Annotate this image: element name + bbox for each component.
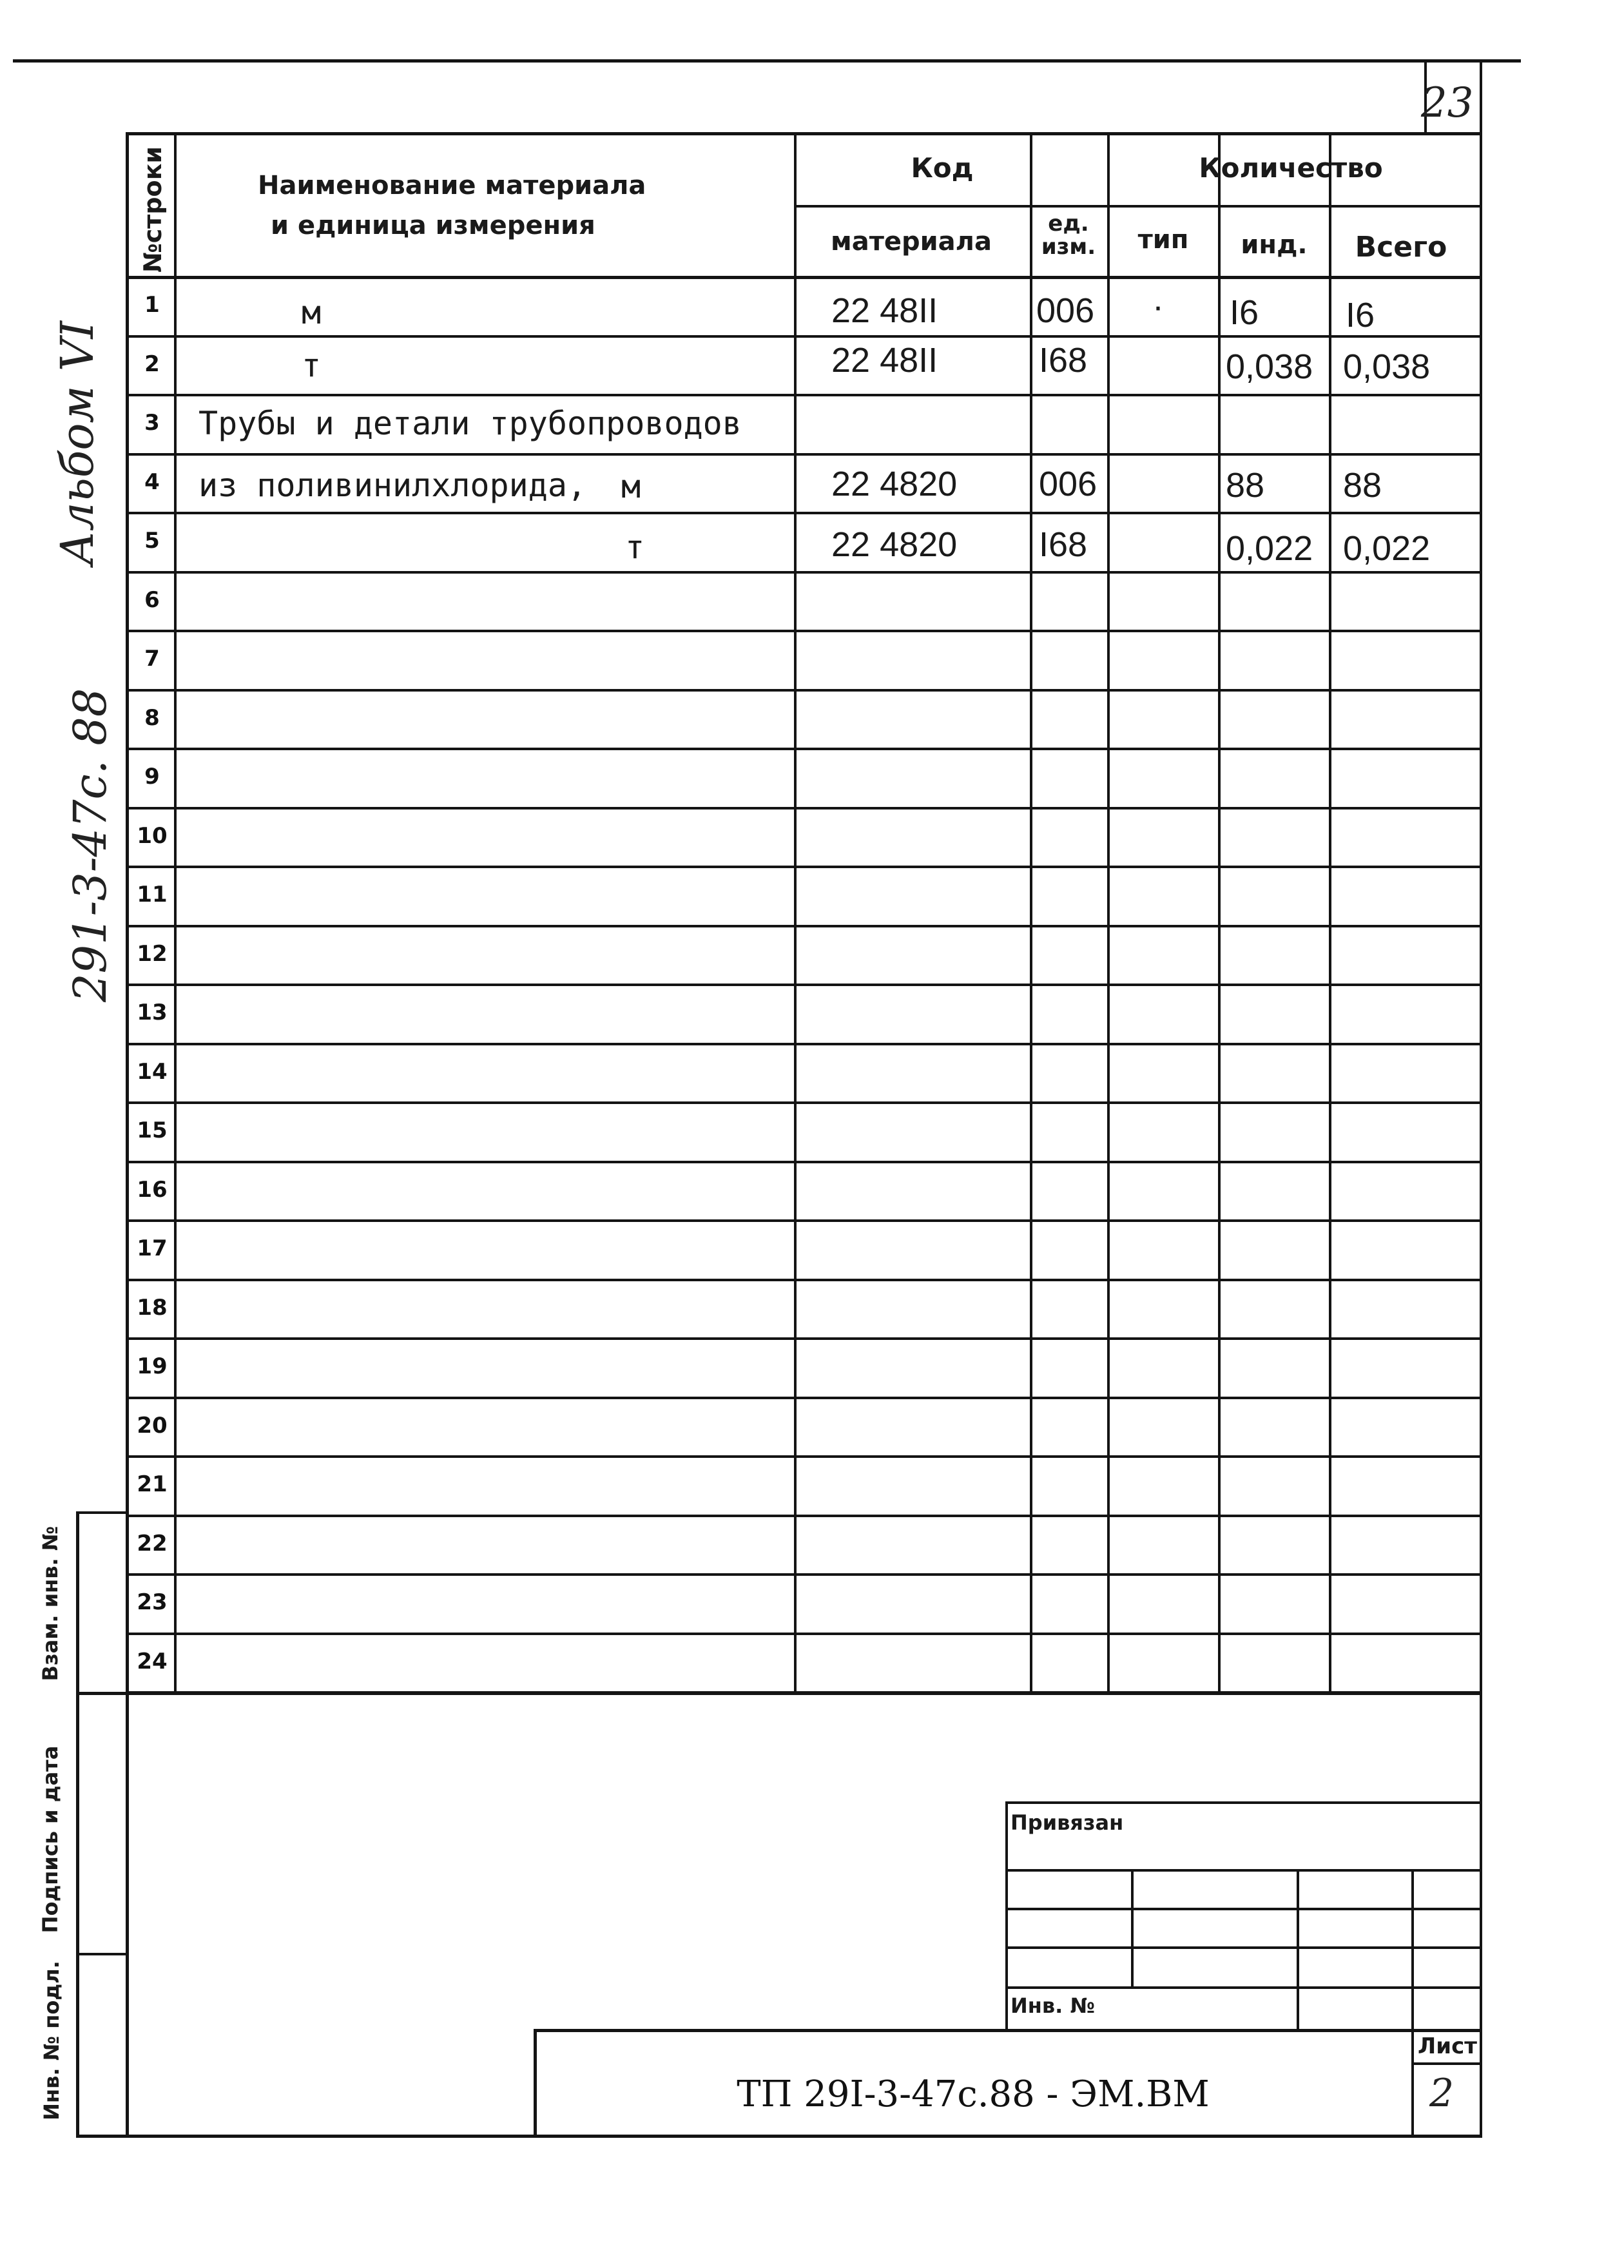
row-1-ind: I6 — [1230, 293, 1259, 332]
list-label: Лист — [1418, 2033, 1477, 2059]
row-number-14: 14 — [137, 1058, 168, 1085]
row-number-15: 15 — [137, 1118, 168, 1143]
grid-line-h — [126, 866, 1480, 868]
row-number-3: 3 — [144, 410, 160, 436]
row-5-name: т — [625, 528, 645, 566]
qty-total-header: Всего — [1355, 231, 1447, 264]
row-1-name: м — [302, 294, 322, 331]
row-number-4: 4 — [144, 469, 160, 495]
grid-line-h — [126, 984, 1480, 986]
grid-line-h — [1005, 1801, 1480, 1804]
grid-line-h — [126, 1279, 1480, 1281]
grid-line-v — [126, 132, 129, 2135]
row-number-5: 5 — [144, 528, 160, 554]
vzam-inv-label: Взам. инв. № — [38, 1526, 63, 1682]
grid-line-v — [1297, 1869, 1299, 2029]
row-number-20: 20 — [137, 1412, 168, 1439]
code-header: Код — [911, 152, 974, 184]
row-number-23: 23 — [137, 1589, 168, 1615]
row-number-8: 8 — [144, 704, 160, 731]
code-material-header: материала — [831, 227, 992, 257]
row-number-21: 21 — [137, 1471, 168, 1497]
grid-line-h — [126, 394, 1480, 396]
grid-line-h — [126, 453, 1480, 456]
grid-line-h — [534, 2029, 1480, 2032]
grid-line-h — [126, 1161, 1480, 1163]
row-number-17: 17 — [137, 1236, 168, 1261]
grid-line-h — [76, 1511, 126, 1514]
row-2-code: 22 48II — [831, 341, 938, 380]
row-4-ind: 88 — [1226, 466, 1265, 505]
row-number-1: 1 — [144, 292, 160, 318]
grid-line-h — [126, 132, 1480, 135]
grid-line-h — [126, 1573, 1480, 1576]
row-5-ind: 0,022 — [1226, 529, 1313, 568]
row-1-code: 22 48II — [831, 291, 938, 330]
grid-line-h — [1005, 1908, 1480, 1910]
row-1-total: I6 — [1346, 296, 1375, 334]
album-label: Альбом VI — [51, 320, 104, 565]
row-4-name: из поливинилхлорида, — [198, 467, 587, 504]
row-number-12: 12 — [137, 940, 168, 967]
grid-line-h — [1005, 1869, 1480, 1872]
row-number-16: 16 — [137, 1176, 168, 1203]
grid-line-h — [126, 1397, 1480, 1399]
document-title: ТП 29I-3-47с.88 - ЭМ.ВМ — [737, 2073, 1210, 2115]
row-2-ind: 0,038 — [1226, 347, 1313, 386]
qty-ind-header: инд. — [1241, 230, 1308, 260]
grid-line-h — [126, 925, 1480, 927]
row-4-unit: 006 — [1039, 465, 1097, 503]
sign-date-label: Подпись и дата — [38, 1745, 63, 1934]
row-4-total: 88 — [1343, 466, 1382, 505]
row-number-7: 7 — [144, 646, 160, 672]
grid-line-v — [1030, 132, 1032, 1692]
grid-line-h — [126, 1219, 1480, 1222]
row-number-24: 24 — [137, 1648, 168, 1674]
privyazan-label: Привязан — [1010, 1810, 1124, 1835]
grid-line-h — [1411, 2062, 1480, 2065]
grid-line-h — [126, 1337, 1480, 1340]
qty-type-header: тип — [1137, 225, 1189, 255]
grid-line-h — [1005, 1946, 1480, 1949]
grid-line-v — [1218, 132, 1221, 1692]
grid-line-h — [126, 512, 1480, 514]
grid-line-v — [1411, 1869, 1414, 2135]
row-3-name: Трубы и детали трубопроводов — [198, 405, 742, 442]
name-header-line2: и единица измерения — [271, 211, 595, 240]
grid-line-v — [174, 132, 177, 1692]
grid-line-h — [126, 335, 1480, 338]
grid-line-v — [794, 132, 797, 1692]
grid-line-h — [126, 1515, 1480, 1517]
grid-line-h — [126, 630, 1480, 632]
grid-line-h — [1005, 1986, 1480, 1989]
grid-line-h — [126, 1633, 1480, 1635]
row-number-19: 19 — [137, 1353, 168, 1379]
grid-line-v — [1131, 1869, 1134, 1986]
row-5-unit: I68 — [1039, 525, 1088, 564]
row-number-6: 6 — [144, 586, 160, 613]
grid-line-h — [126, 1043, 1480, 1045]
designation-label: 291-3-47с. 88 — [64, 688, 117, 1002]
row-number-10: 10 — [137, 822, 168, 849]
row-1-unit: 006 — [1036, 291, 1095, 330]
grid-line-h — [126, 571, 1480, 574]
row-number-18: 18 — [137, 1294, 168, 1321]
grid-line-h — [76, 1953, 126, 1955]
row-number-11: 11 — [137, 882, 168, 907]
row-2-unit: I68 — [1039, 341, 1088, 380]
page-number: 23 — [1421, 79, 1474, 127]
row-1-type: · — [1152, 287, 1164, 325]
grid-line-h — [126, 689, 1480, 692]
code-unit-header: ед. изм. — [1041, 211, 1096, 260]
grid-line-v — [1005, 1801, 1008, 2029]
row-5-total: 0,022 — [1343, 529, 1431, 568]
row-number-9: 9 — [144, 764, 160, 790]
grid-line-h — [126, 748, 1480, 750]
row-number-22: 22 — [137, 1530, 168, 1556]
row-number-header: №строки — [139, 146, 167, 273]
row-2-total: 0,038 — [1343, 347, 1431, 386]
row-5-code: 22 4820 — [831, 525, 958, 564]
grid-line-v — [76, 1511, 79, 2135]
grid-line-h — [126, 807, 1480, 809]
grid-line-v — [1480, 59, 1482, 2135]
grid-line-h — [126, 276, 1480, 279]
row-number-2: 2 — [144, 351, 160, 377]
name-header-line1: Наименование материала — [258, 171, 646, 200]
row-2-name: т — [302, 347, 322, 384]
row-4-code: 22 4820 — [831, 465, 958, 503]
inv-no-label: Инв. № — [1010, 1993, 1095, 2018]
list-number: 2 — [1429, 2071, 1455, 2116]
grid-line-h — [76, 1692, 1480, 1695]
grid-line-v — [1329, 132, 1331, 1692]
inv-podl-label: Инв. № подл. — [39, 1961, 64, 2120]
row-number-13: 13 — [137, 1000, 168, 1025]
grid-line-h — [126, 1101, 1480, 1104]
quantity-header: Количество — [1199, 152, 1383, 184]
grid-line-v — [1107, 132, 1110, 1692]
grid-line-h — [13, 59, 1521, 63]
grid-line-h — [794, 205, 1480, 208]
grid-line-h — [76, 2135, 1482, 2138]
row-4-name-unit: м — [621, 468, 641, 505]
grid-line-h — [126, 1455, 1480, 1458]
